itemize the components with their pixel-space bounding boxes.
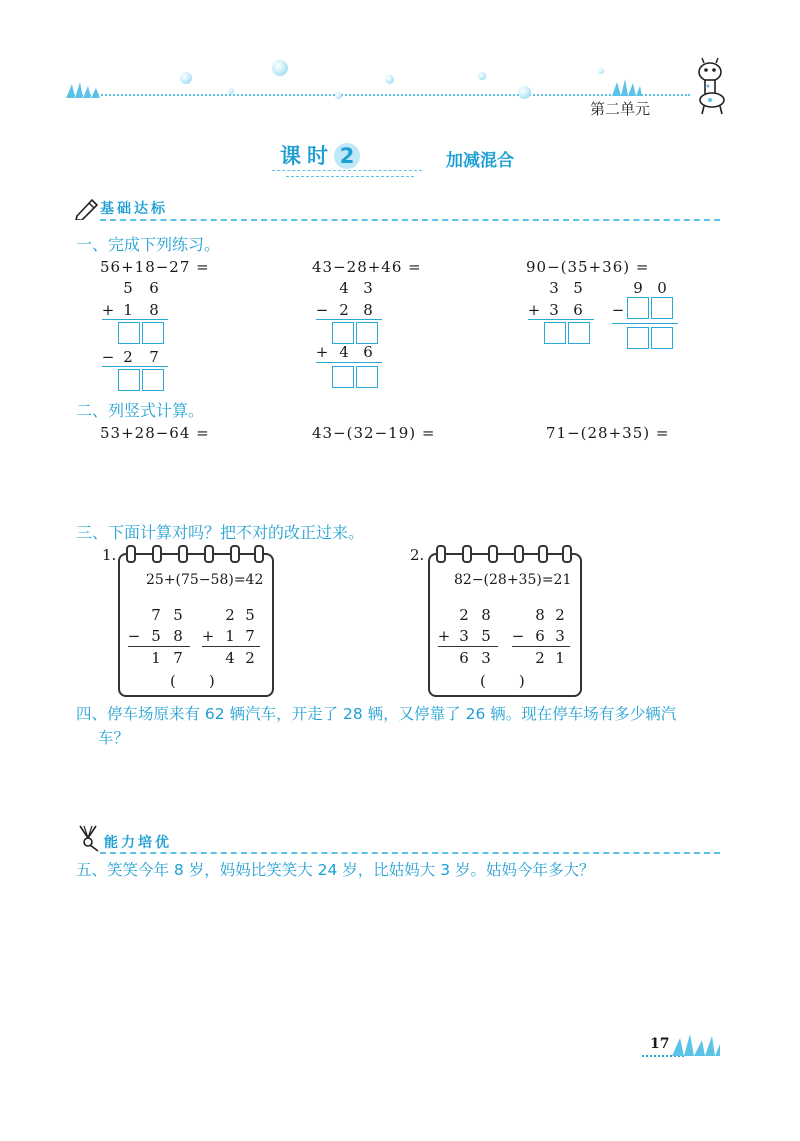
bubble-decoration bbox=[385, 75, 394, 84]
ring-icon bbox=[230, 545, 240, 563]
digit: 6 bbox=[459, 649, 469, 667]
digit: 5 bbox=[481, 627, 491, 645]
answer-box[interactable] bbox=[651, 327, 673, 349]
digit: 8 bbox=[481, 606, 491, 624]
bubble-decoration bbox=[180, 72, 192, 84]
digit: 6 bbox=[573, 301, 583, 319]
unit-label: 第二单元 bbox=[590, 100, 651, 118]
equation: 82−(28+35)=21 bbox=[454, 572, 572, 588]
q5-question: 五、笑笑今年 8 岁，妈妈比笑笑大 24 岁，比姑妈大 3 岁。姑妈今年多大？ bbox=[76, 861, 595, 879]
sum-line bbox=[438, 646, 498, 647]
ring-icon bbox=[562, 545, 572, 563]
digit: 2 bbox=[123, 348, 133, 366]
operator: + bbox=[527, 301, 541, 319]
answer-box[interactable] bbox=[356, 366, 378, 388]
section-divider bbox=[100, 852, 720, 854]
bubble-decoration bbox=[518, 86, 531, 99]
ring-icon bbox=[488, 545, 498, 563]
ring-icon bbox=[126, 545, 136, 563]
ring-icon bbox=[204, 545, 214, 563]
sum-line bbox=[128, 646, 190, 647]
bubble-decoration bbox=[228, 88, 234, 94]
q4-line2: 车？ bbox=[98, 729, 130, 747]
digit: 4 bbox=[339, 279, 349, 297]
answer-box[interactable] bbox=[356, 322, 378, 344]
digit: 2 bbox=[245, 649, 255, 667]
section-label-basic: 基础达标 bbox=[100, 201, 168, 217]
operator: + bbox=[101, 301, 115, 319]
q1-heading: 一、完成下列练习。 bbox=[76, 235, 221, 254]
operator: − bbox=[511, 627, 525, 645]
operator: − bbox=[611, 301, 625, 319]
operator: − bbox=[315, 301, 329, 319]
digit: 3 bbox=[363, 279, 373, 297]
digit: 6 bbox=[363, 343, 373, 361]
title-underline bbox=[286, 176, 414, 177]
title-underline bbox=[272, 170, 422, 171]
problem-number: 1. bbox=[102, 546, 117, 564]
sum-line bbox=[316, 319, 382, 320]
operator: + bbox=[201, 627, 215, 645]
ring-icon bbox=[514, 545, 524, 563]
digit: 5 bbox=[123, 279, 133, 297]
answer-box[interactable] bbox=[118, 322, 140, 344]
digit: 1 bbox=[225, 627, 235, 645]
sum-line bbox=[202, 646, 260, 647]
bubble-decoration bbox=[478, 72, 486, 80]
q4-question bbox=[76, 702, 756, 750]
bubble-decoration bbox=[598, 68, 604, 74]
pencil-icon bbox=[74, 196, 100, 220]
answer-box[interactable] bbox=[332, 366, 354, 388]
q1b-expression: 43−28+46 = bbox=[312, 258, 422, 276]
sum-line bbox=[512, 646, 570, 647]
section-divider bbox=[100, 219, 720, 221]
header-rule bbox=[70, 94, 690, 96]
equation: 25+(75−58)=42 bbox=[146, 572, 264, 588]
lesson-label: 课时 bbox=[280, 144, 334, 168]
answer-box[interactable] bbox=[118, 369, 140, 391]
operator: + bbox=[437, 627, 451, 645]
digit: 8 bbox=[535, 606, 545, 624]
judgement-blank[interactable]: ( ) bbox=[170, 672, 216, 690]
ring-icon bbox=[178, 545, 188, 563]
answer-box[interactable] bbox=[142, 369, 164, 391]
digit: 7 bbox=[149, 348, 159, 366]
digit: 8 bbox=[149, 301, 159, 319]
digit: 3 bbox=[481, 649, 491, 667]
digit: 7 bbox=[151, 606, 161, 624]
q1c-expression: 90−(35+36) = bbox=[526, 258, 650, 276]
digit: 6 bbox=[149, 279, 159, 297]
header-decoration bbox=[0, 0, 800, 120]
q1a-expression: 56+18−27 = bbox=[100, 258, 210, 276]
digit: 3 bbox=[555, 627, 565, 645]
digit: 4 bbox=[339, 343, 349, 361]
q2-expression: 71−(28+35) = bbox=[546, 424, 670, 442]
operator: − bbox=[101, 348, 115, 366]
digit: 2 bbox=[225, 606, 235, 624]
answer-box[interactable] bbox=[332, 322, 354, 344]
answer-box[interactable] bbox=[627, 297, 649, 319]
q4-line1: 四、停车场原来有 62 辆汽车，开走了 28 辆，又停靠了 26 辆。现在停车场有多少辆汽 bbox=[76, 705, 677, 723]
q2-heading: 二、列竖式计算。 bbox=[76, 401, 205, 420]
sum-line bbox=[316, 362, 382, 363]
giraffe-icon bbox=[690, 56, 730, 116]
digit: 3 bbox=[459, 627, 469, 645]
sum-line bbox=[612, 323, 678, 324]
digit: 5 bbox=[173, 606, 183, 624]
digit: 7 bbox=[245, 627, 255, 645]
sum-line bbox=[528, 319, 594, 320]
operator: − bbox=[127, 627, 141, 645]
ring-icon bbox=[436, 545, 446, 563]
digit: 3 bbox=[549, 301, 559, 319]
operator: + bbox=[315, 343, 329, 361]
digit: 2 bbox=[535, 649, 545, 667]
section-label-ability: 能力培优 bbox=[104, 835, 172, 851]
answer-box[interactable] bbox=[142, 322, 164, 344]
grass-icon bbox=[672, 1032, 720, 1056]
digit: 2 bbox=[339, 301, 349, 319]
answer-box[interactable] bbox=[627, 327, 649, 349]
q2-expression: 43−(32−19) = bbox=[312, 424, 436, 442]
digit: 4 bbox=[225, 649, 235, 667]
sum-line bbox=[102, 319, 168, 320]
bubble-decoration bbox=[335, 92, 342, 99]
digit: 8 bbox=[363, 301, 373, 319]
ring-icon bbox=[254, 545, 264, 563]
digit: 6 bbox=[535, 627, 545, 645]
answer-box[interactable] bbox=[568, 322, 590, 344]
answer-box[interactable] bbox=[544, 322, 566, 344]
lesson-title bbox=[280, 140, 360, 170]
digit: 0 bbox=[657, 279, 667, 297]
digit: 1 bbox=[151, 649, 161, 667]
bubble-decoration bbox=[272, 60, 288, 76]
digit: 3 bbox=[549, 279, 559, 297]
digit: 2 bbox=[555, 606, 565, 624]
ring-icon bbox=[538, 545, 548, 563]
ring-icon bbox=[152, 545, 162, 563]
sum-line bbox=[102, 366, 168, 367]
digit: 1 bbox=[555, 649, 565, 667]
lesson-number: 2 bbox=[334, 143, 360, 169]
q2-expression: 53+28−64 = bbox=[100, 424, 210, 442]
digit: 1 bbox=[123, 301, 133, 319]
digit: 5 bbox=[245, 606, 255, 624]
digit: 9 bbox=[633, 279, 643, 297]
judgement-blank[interactable]: ( ) bbox=[480, 672, 526, 690]
digit: 5 bbox=[573, 279, 583, 297]
ring-icon bbox=[462, 545, 472, 563]
digit: 7 bbox=[173, 649, 183, 667]
problem-number: 2. bbox=[410, 546, 425, 564]
answer-box[interactable] bbox=[651, 297, 673, 319]
digit: 8 bbox=[173, 627, 183, 645]
q3-heading: 三、下面计算对吗？把不对的改正过来。 bbox=[76, 523, 365, 542]
badminton-icon bbox=[76, 824, 102, 852]
digit: 2 bbox=[459, 606, 469, 624]
page-number: 17 bbox=[650, 1036, 670, 1052]
grass-icon bbox=[612, 78, 642, 96]
digit: 5 bbox=[151, 627, 161, 645]
lesson-subtitle: 加减混合 bbox=[446, 151, 514, 171]
